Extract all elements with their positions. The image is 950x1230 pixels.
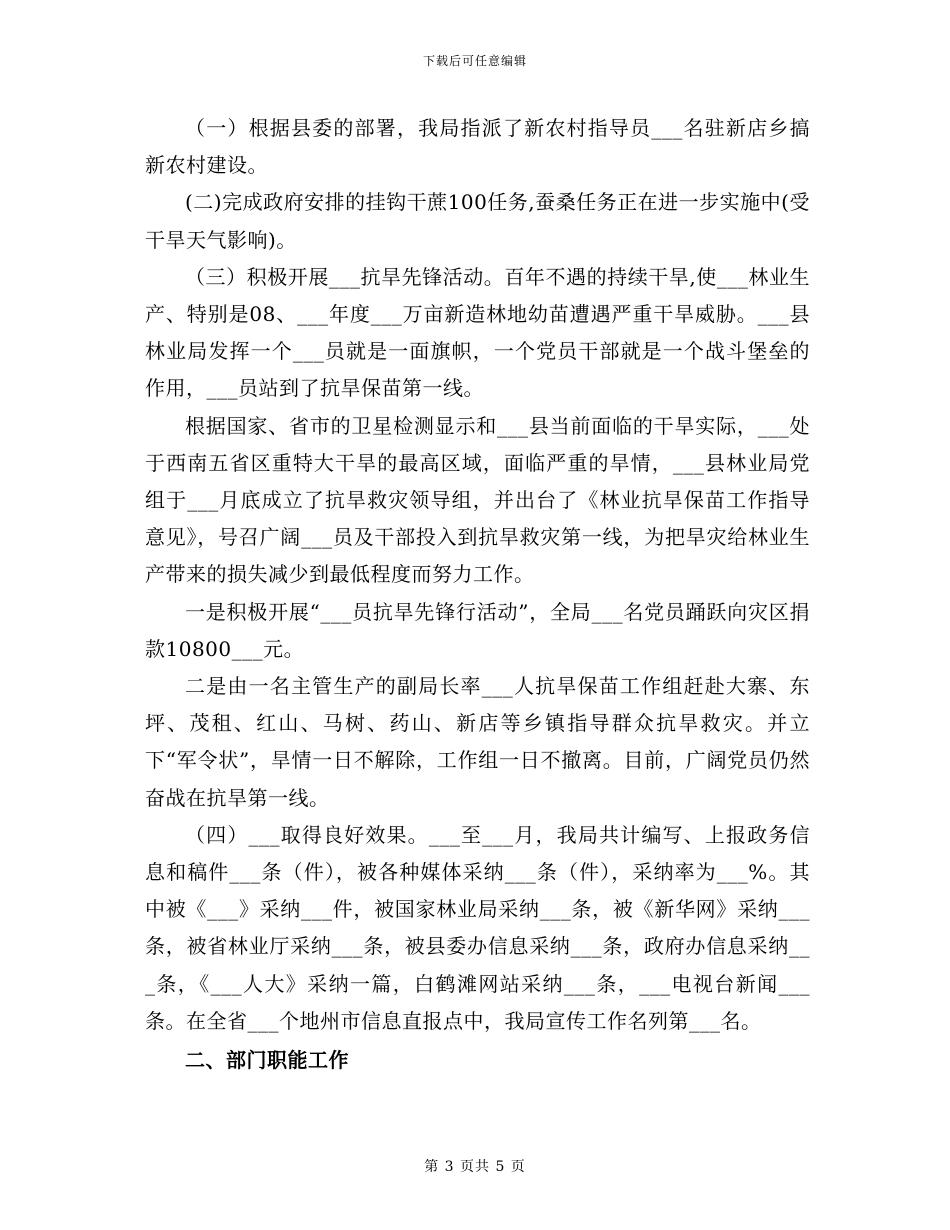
section-heading: 二、部门职能工作 — [185, 1048, 349, 1073]
paragraph-7: （四）___取得良好效果。___至___月，我局共计编写、上报政务信息和稿件___条（件），被各种媒体采纳___条（件），采纳率为___%。其中被《___》采纳___件，被国家林业局采纳___条，被《新华网》采纳___条，被省林业厅采纳___条，被县委办信息采纳___条，政府办信息采纳___条，《___人大》采纳一篇，白鹤滩网站采纳___条，___电视台新闻___条。在全省___个地州市信息直报点中，我局宣传工作名列第___名。 — [145, 822, 810, 1033]
paragraph-3: （三）积极开展___抗旱先锋活动。百年不遇的持续干旱,使___林业生产、特别是08、___年度___万亩新造林地幼苗遭遇严重干旱威胁。___县林业局发挥一个___员就是一面旗帜，一个党员干部就是一个战斗堡垒的作用，___员站到了抗旱保苗第一线。 — [145, 264, 810, 401]
paragraph-2: (二)完成政府安排的挂钩干蔗100任务,蚕桑任务正在进一步实施中(受干旱天气影响)。 — [145, 190, 810, 252]
paragraph-1: （一）根据县委的部署，我局指派了新农村指导员___名驻新店乡搞新农村建设。 — [145, 116, 810, 178]
paragraph-5: 一是积极开展“___员抗旱先锋行活动”，全局___名党员踊跃向灾区捐款10800___元。 — [145, 599, 810, 661]
paragraph-6: 二是由一名主管生产的副局长率___人抗旱保苗工作组赶赴大寨、东坪、茂租、红山、马树、药山、新店等乡镇指导群众抗旱救灾。并立下“军令状”，旱情一日不解除，工作组一日不撤离。目前，广阔党员仍然奋战在抗旱第一线。 — [145, 674, 810, 810]
page-header: 下载后可任意编辑 — [422, 54, 527, 68]
paragraph-4: 根据国家、省市的卫星检测显示和___县当前面临的干旱实际，___处于西南五省区重特大干旱的最高区域，面临严重的旱情，___县林业局党组于___月底成立了抗旱救灾领导组，并出台了《林业抗旱保苗工作指导意见》，号召广阔___员及干部投入到抗旱救灾第一线，为把旱灾给林业生产带来的损失减少到最低程度而努力工作。 — [145, 413, 810, 587]
document-body — [145, 110, 810, 1079]
page-footer: 第 3 页共 5 页 — [424, 1159, 526, 1175]
